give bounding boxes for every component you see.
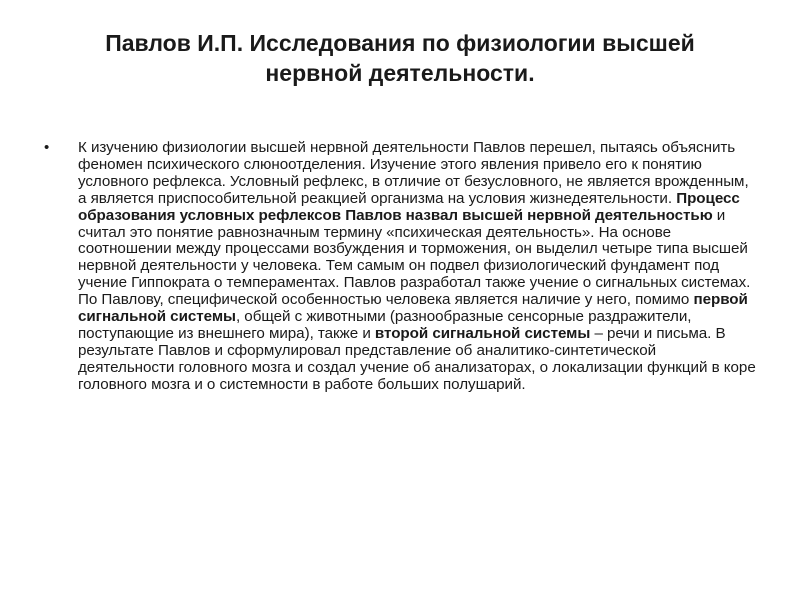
paragraph-bold-1: Процесс образования условных рефлексов Павлов назвал высшей нервной деятельностью (78, 189, 740, 224)
title-line-1: Павлов И.П. Исследования по физиологии высшей (105, 30, 695, 56)
bullet-dot-icon: • (44, 139, 50, 156)
paragraph-text-2: и считал это понятие равнозначным термину «психическая деятельность». На основе соотношении между процессами возбуждения и торможения, он выделил четыре типа высшей нервной деятельности у человека. Тем самым он подвел физиологический фундамент под учение Гиппократа о темпераментах. Павлов разработал также учение о сигнальных системах. По Павлову, специфической особенностью человека является наличие у него, помимо (78, 206, 751, 309)
paragraph-text-3: , общей с животными (разнообразные сенсорные раздражители, поступающие из внешнего мира), также и (78, 308, 692, 342)
slide-title (40, 28, 760, 88)
bullet-item (44, 140, 756, 394)
paragraph-bold-2: первой сигнальной системы (78, 291, 748, 326)
paragraph-bold-3: второй сигнальной системы (374, 324, 591, 342)
paragraph-text-4: – речи и письма. В результате Павлов и сформулировал представление об аналитико-синтетической деятельности головного мозга и создал учение об анализаторах, о локализации функций в коре головного мозга и о системности в работе больших полушарий. (78, 324, 756, 393)
slide-body (44, 140, 756, 394)
paragraph-text-1: К изучению физиологии высшей нервной деятельности Павлов перешел, пытаясь объяснить феномен психического слюноотделения. Изучение этого явления привело его к понятию условного рефлекса. Условный рефлекс, в отличие от безусловного, не является врожденным, а является приспособительной реакцией организма на условия жизнедеятельности. (78, 139, 749, 207)
title-line-2: нервной деятельности. (265, 60, 535, 86)
bullet-paragraph (78, 140, 756, 394)
